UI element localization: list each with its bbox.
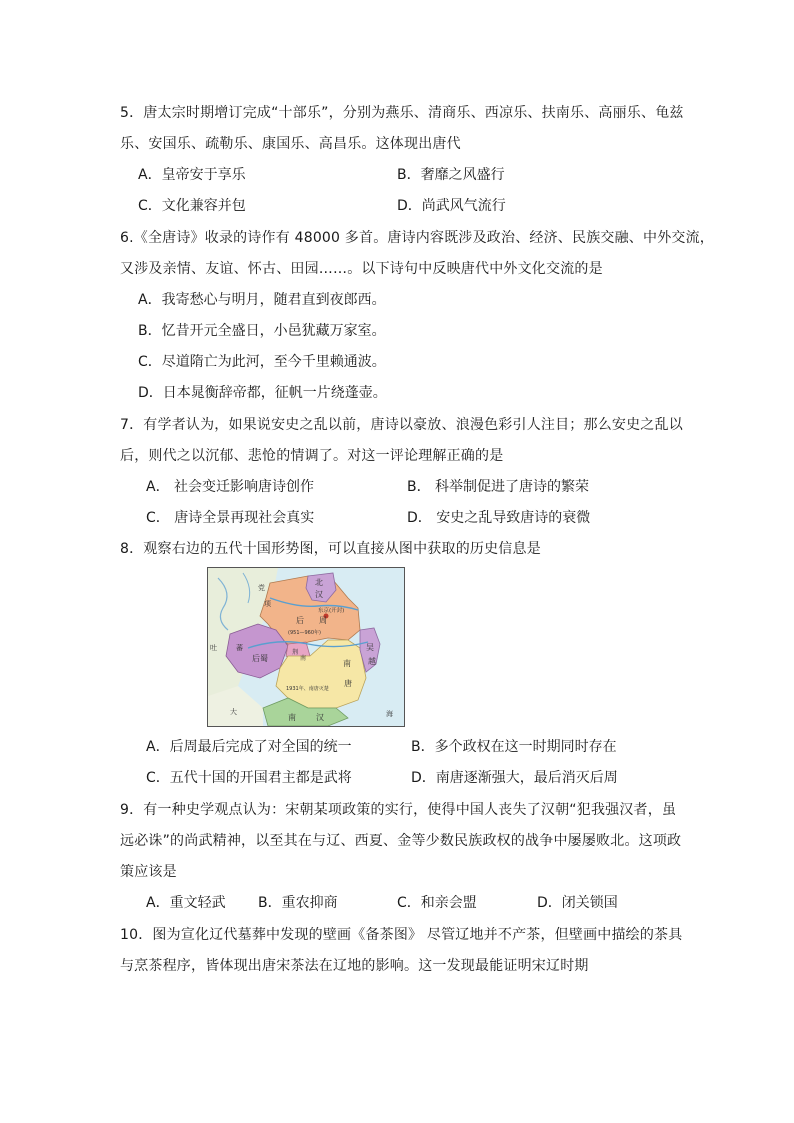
map-label-da: 大 [230, 708, 237, 716]
q9-stem-line2: 远必诛”的尚武精神，以至其在与辽、西夏、金等少数民族政权的战争中屡屡败北。这项政 [120, 833, 682, 849]
q8-option-b[interactable]: B．多个政权在这一时期同时存在 [411, 739, 617, 755]
q6-option-d[interactable]: D．日本晁衡辞帝都，征帆一片绕蓬壶。 [138, 385, 387, 401]
q7-option-a[interactable]: A． 社会变迁影响唐诗创作 [146, 479, 315, 495]
map-label-wu: 吴 [366, 643, 374, 652]
q7-option-d[interactable]: D． 安史之乱导致唐诗的衰微 [407, 510, 591, 526]
q8-option-c[interactable]: C．五代十国的开国君主都是武将 [146, 770, 352, 786]
map-label-xiang: 项 [264, 600, 271, 608]
q9-option-b[interactable]: B．重农抑商 [258, 895, 338, 911]
q7-stem-line2: 后，则代之以沉郁、悲怆的情调了。对这一评论理解正确的是 [120, 448, 504, 464]
map-label-nanhan-nan: 南 [288, 713, 296, 722]
map-label-nan: 南 [343, 659, 351, 668]
q7-option-c[interactable]: C． 唐诗全景再现社会真实 [146, 510, 315, 526]
map-label-yue: 越 [368, 657, 376, 666]
q5-stem-line1: 5．唐太宗时期增订完成“十部乐”，分别为燕乐、清商乐、西凉乐、扶南乐、高丽乐、龟兹 [120, 105, 684, 121]
q7-option-b[interactable]: B． 科举制促进了唐诗的繁荣 [407, 479, 590, 495]
map-svg [208, 568, 404, 726]
q8-option-a[interactable]: A．后周最后完成了对全国的统一 [146, 739, 352, 755]
map-label-hou: 后 [296, 616, 304, 625]
map-label-jing: 荆 [292, 649, 299, 656]
map-label-nanhan-han: 汉 [316, 713, 324, 722]
q10-stem-line2: 与烹茶程序，皆体现出唐宋茶法在辽地的影响。这一发现最能证明宋辽时期 [120, 958, 589, 974]
map-label-note: 1931年、南唐灭楚 [286, 686, 329, 692]
map-label-dang: 党 [258, 584, 265, 592]
q6-option-a[interactable]: A．我寄愁心与明月，随君直到夜郎西。 [138, 292, 386, 308]
q9-stem-line1: 9．有一种史学观点认为：宋朝某项政策的实行，使得中国人丧失了汉朝“犯我强汉者，虽 [120, 802, 677, 818]
q6-stem-line2: 又涉及亲情、友谊、怀古、田园……。以下诗句中反映唐代中外文化交流的是 [120, 261, 603, 277]
q5-option-a[interactable]: A．皇帝安于享乐 [138, 167, 246, 183]
q8-option-d[interactable]: D．南唐逐渐强大，最后消灭后周 [411, 770, 618, 786]
map-label-zhou-years: (951—960年) [288, 630, 321, 636]
q9-option-d[interactable]: D．闭关锁国 [537, 895, 618, 911]
q9-option-a[interactable]: A．重文轻武 [146, 895, 226, 911]
q9-option-c[interactable]: C．和亲会盟 [397, 895, 477, 911]
q8-stem-line1: 8．观察右边的五代十国形势图，可以直接从图中获取的历史信息是 [120, 541, 541, 557]
map-label-hai: 海 [386, 710, 393, 718]
q10-stem-line1: 10．图为宣化辽代墓葬中发现的壁画《备茶图》 尽管辽地并不产茶，但壁画中描绘的茶具 [120, 927, 683, 943]
q5-stem-line2: 乐、安国乐、疏勒乐、康国乐、高昌乐。这体现出唐代 [120, 136, 461, 152]
map-label-dongjing: 东京(开封) [318, 608, 345, 614]
map-label-bei: 北 [315, 578, 323, 587]
q5-option-c[interactable]: C．文化兼容并包 [138, 198, 246, 214]
map-label-houshu: 后蜀 [252, 654, 268, 663]
map-label-tang: 唐 [344, 679, 352, 688]
five-dynasties-map [207, 567, 405, 727]
map-label-han-north: 汉 [315, 590, 323, 599]
map-label-fan: 蕃 [236, 644, 243, 652]
q7-stem-line1: 7．有学者认为，如果说安史之乱以前，唐诗以豪放、浪漫色彩引人注目；那么安史之乱以 [120, 417, 683, 433]
map-label-jingnan-nan: 南 [300, 655, 307, 662]
q9-stem-line3: 策应该是 [120, 864, 177, 880]
map-label-zhou: 周 [319, 616, 327, 625]
q6-stem-line1: 6.《全唐诗》收录的诗作有 48000 多首。唐诗内容既涉及政治、经济、民族交融、中外交流， [120, 230, 714, 246]
q5-option-d[interactable]: D．尚武风气流行 [397, 198, 506, 214]
map-label-tu: 吐 [210, 644, 217, 652]
q5-option-b[interactable]: B．奢靡之风盛行 [397, 167, 505, 183]
q6-option-c[interactable]: C．尽道隋亡为此河，至今千里赖通波。 [138, 354, 386, 370]
q6-option-b[interactable]: B．忆昔开元全盛日，小邑犹藏万家室。 [138, 323, 386, 339]
